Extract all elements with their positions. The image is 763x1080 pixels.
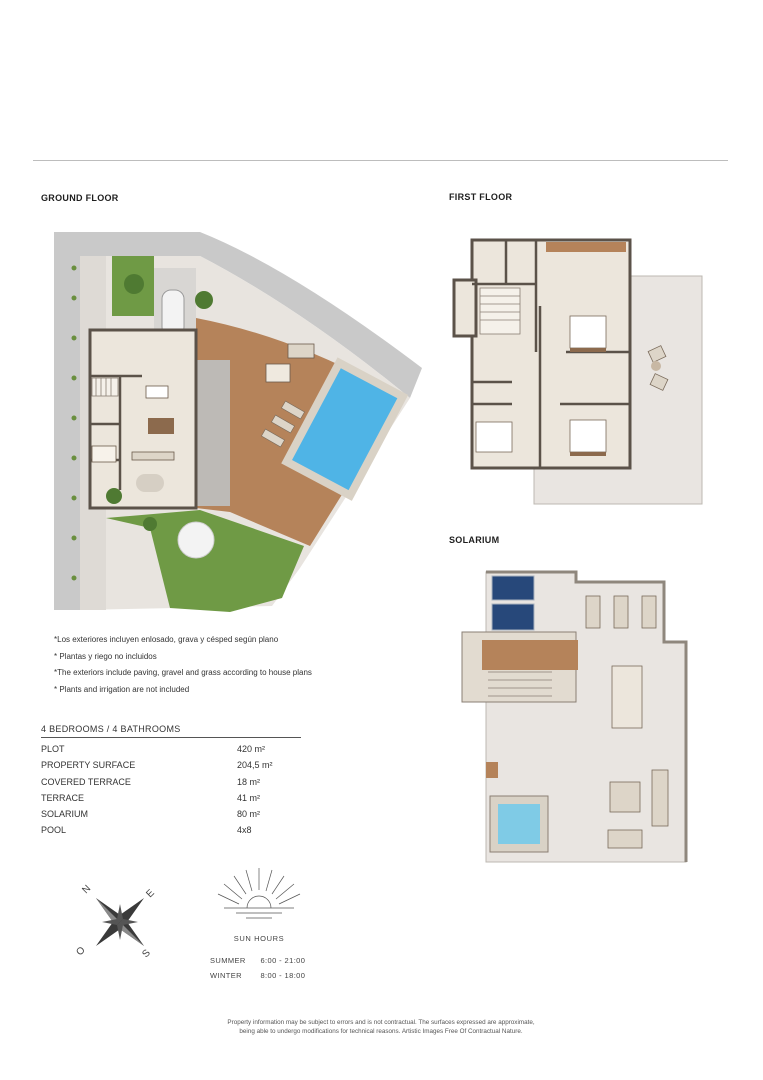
solarium-plan xyxy=(458,568,690,864)
first-floor-plan xyxy=(446,232,706,506)
winter-label: WINTER xyxy=(210,971,242,980)
note-line: * Plants and irrigation are not included xyxy=(54,684,190,694)
note-line: *The exteriors include paving, gravel and grass according to house plans xyxy=(54,668,312,677)
spec-row xyxy=(41,822,301,838)
compass-o: O xyxy=(74,944,88,959)
compass-rose-icon xyxy=(70,880,170,964)
sun-hours-title: SUN HOURS xyxy=(233,934,285,943)
note-line: * Plantas y riego no incluidos xyxy=(54,651,157,661)
spec-value: 18 m² xyxy=(237,776,261,787)
specs-title: 4 BEDROOMS / 4 BATHROOMS xyxy=(41,724,301,738)
compass-e: E xyxy=(144,887,157,901)
spec-label: POOL xyxy=(41,825,67,836)
spec-value: 204,5 m² xyxy=(237,760,273,771)
legal-disclaimer xyxy=(150,1019,612,1036)
sunrise-icon xyxy=(214,864,304,924)
spec-value: 41 m² xyxy=(237,792,261,803)
note-line: *Los exteriores incluyen enlosado, grava y césped según plano xyxy=(54,635,279,644)
spec-row xyxy=(41,806,301,822)
spec-label: TERRACE xyxy=(41,792,85,803)
spec-value: 420 m² xyxy=(237,744,266,754)
spec-row xyxy=(41,757,301,773)
spec-value: 4x8 xyxy=(237,825,252,836)
compass-s: S xyxy=(140,947,153,961)
solarium-heading: SOLARIUM xyxy=(449,535,500,545)
ground-floor-plan xyxy=(50,228,422,612)
spec-label: PLOT xyxy=(41,744,65,754)
summer-value: 6:00 - 21:00 xyxy=(260,956,306,965)
spec-row xyxy=(41,741,301,757)
spec-label: SOLARIUM xyxy=(41,809,89,820)
ground-floor-heading: GROUND FLOOR xyxy=(41,193,119,203)
spec-value: 80 m² xyxy=(237,809,261,820)
property-specs xyxy=(41,724,301,839)
spec-row xyxy=(41,774,301,790)
top-divider xyxy=(33,160,728,161)
disclaimer-line-2: being able to undergo modifications for technical reasons. Artistic Images Free Of Contractual Nature. xyxy=(239,1027,523,1035)
summer-label: SUMMER xyxy=(210,956,246,965)
spec-row xyxy=(41,790,301,806)
compass-n: N xyxy=(80,883,94,897)
spec-label: COVERED TERRACE xyxy=(41,776,131,787)
winter-hours xyxy=(210,971,305,980)
summer-hours xyxy=(210,956,305,965)
first-floor-heading: FIRST FLOOR xyxy=(449,192,513,202)
spec-label: PROPERTY SURFACE xyxy=(41,760,136,771)
disclaimer-line-1: Property information may be subject to errors and is not contractual. The surfaces expressed are approximate, xyxy=(227,1019,535,1026)
winter-value: 8:00 - 18:00 xyxy=(260,971,306,980)
exterior-notes xyxy=(54,632,312,698)
